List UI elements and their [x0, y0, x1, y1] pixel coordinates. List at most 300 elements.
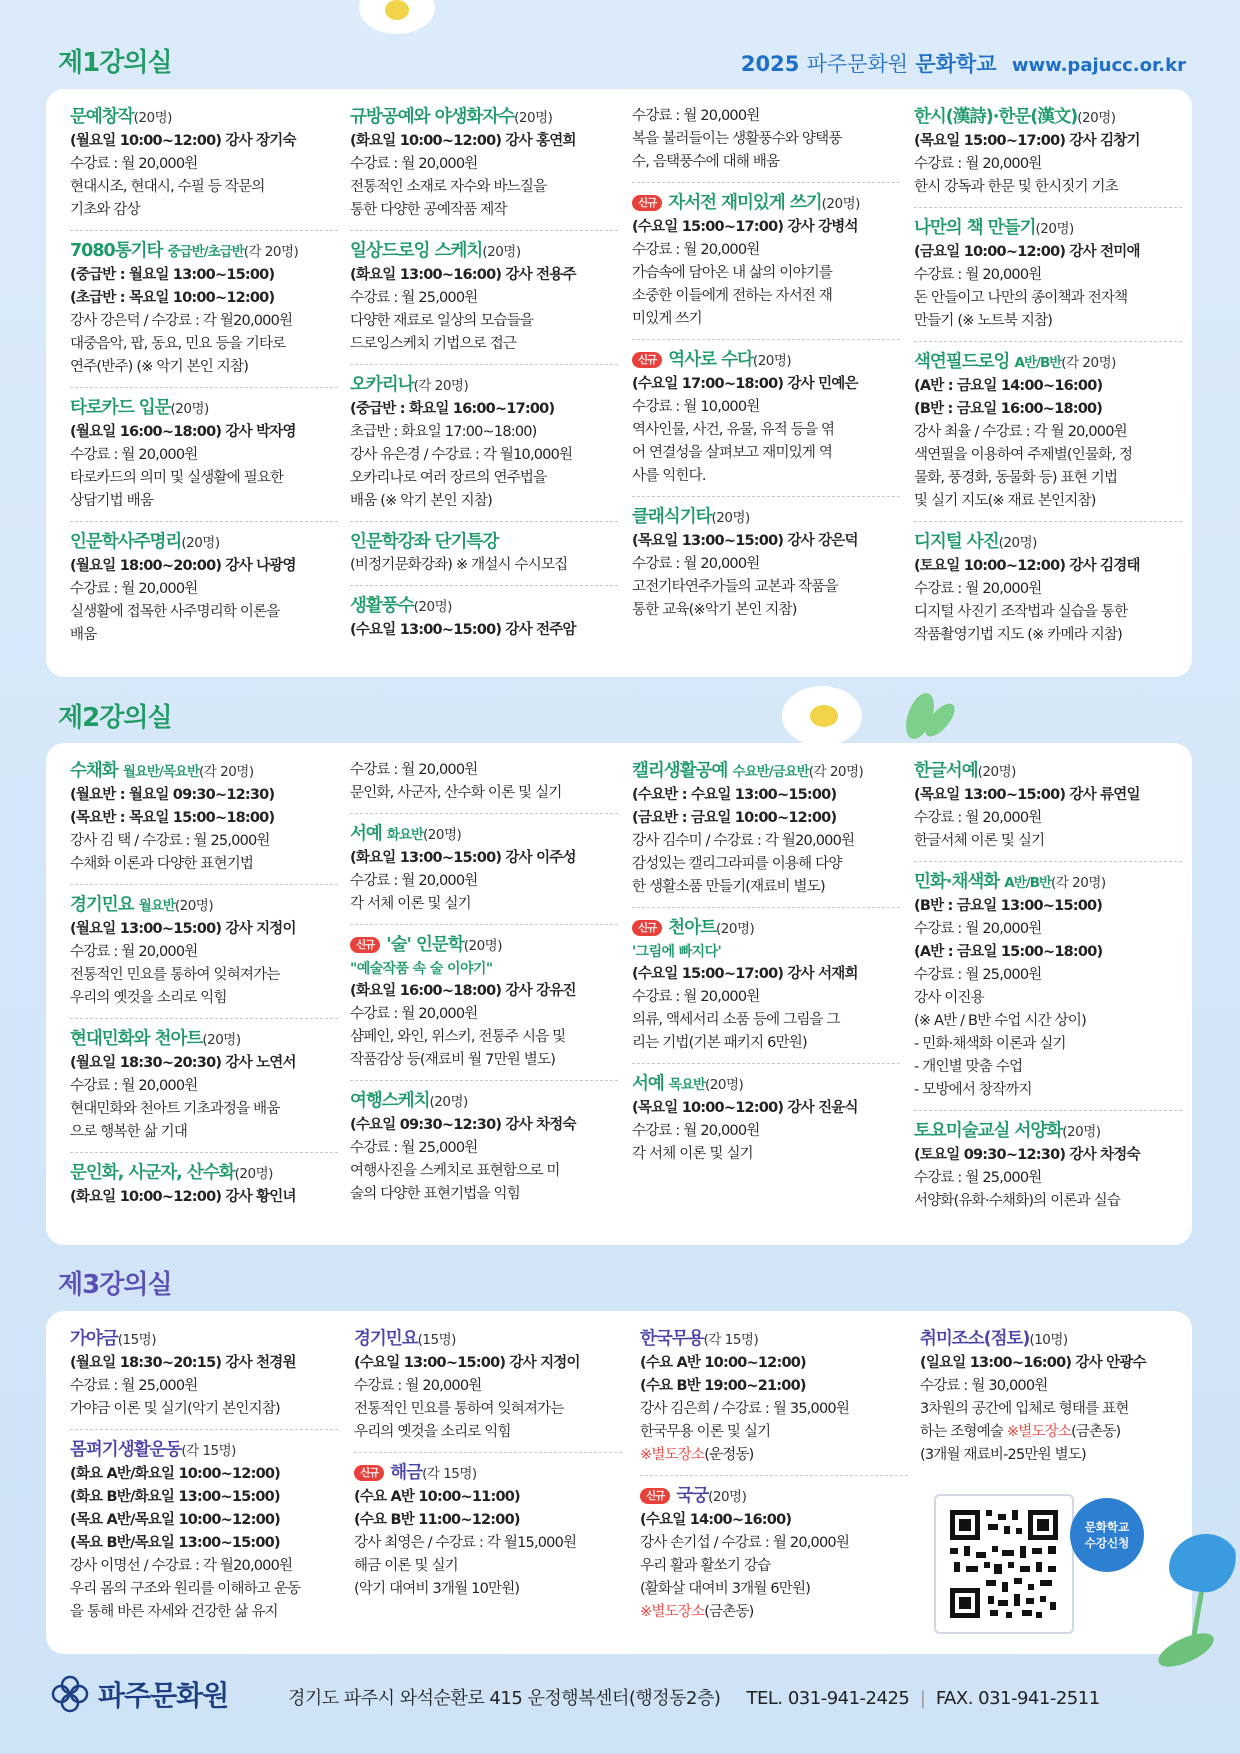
header-school: 문화학교: [915, 52, 997, 76]
room1-col1: [70, 105, 338, 663]
course-line: 강사 김은희 / 수강료 : 월 35,000원: [640, 1401, 850, 1417]
course-line: (화요 B반/화요일 13:00~15:00): [70, 1489, 280, 1505]
course-group: A반/B반: [1014, 355, 1062, 371]
course-name: 경기민요: [70, 895, 134, 915]
course-line: 역사인물, 사건, 유물, 유적 등을 엮: [632, 422, 835, 438]
course-line: (화요일 13:00~15:00) 강사 이주성: [350, 850, 576, 866]
course-name: 역사로 수다: [668, 350, 753, 370]
course-line: 디지털 사진기 조작법과 실습을 통한: [914, 604, 1128, 620]
course-subtitle: "예술작품 속 술 이야기": [350, 961, 493, 977]
new-badge: 신규: [632, 195, 662, 211]
course-entry: [914, 530, 1182, 655]
new-badge: 신규: [640, 1488, 670, 1504]
course-entry: [70, 1027, 338, 1153]
header-url[interactable]: www.pajucc.or.kr: [1011, 55, 1186, 76]
course-line: 가슴속에 담아온 내 삶의 이야기를: [632, 265, 833, 281]
course-line: 강사 김 택 / 수강료 : 월 25,000원: [70, 833, 270, 849]
course-line: (수요일 13:00~15:00) 강사 지정이: [354, 1355, 580, 1371]
header-org: 파주문화원: [806, 52, 909, 76]
course-line: 우리의 옛것을 소리로 익힘: [354, 1424, 511, 1440]
course-capacity: (15명): [417, 1332, 456, 1348]
course-entry: [914, 216, 1182, 342]
course-name: 현대민화와 천아트: [70, 1029, 203, 1049]
course-line: 리는 기법(기본 패키지 6만원): [632, 1035, 807, 1051]
course-line: (월요일 13:00~15:00) 강사 지정이: [70, 921, 296, 937]
footer-fax: FAX. 031-941-2511: [935, 1688, 1100, 1709]
course-line: 타로카드의 의미 및 실생활에 필요한: [70, 470, 284, 486]
course-line: (토요일 10:00~12:00) 강사 김경태: [914, 558, 1140, 574]
room1-title: 제1강의실: [58, 48, 172, 78]
course-name: 서예: [350, 824, 382, 844]
course-line: (목요일 15:00~17:00) 강사 김창기: [914, 133, 1140, 149]
course-capacity: (20명): [234, 1166, 273, 1182]
footer: [0, 1672, 1240, 1732]
course-line: 기초와 감상: [70, 202, 140, 218]
room2-col4: [914, 759, 1182, 1229]
course-line: 만들기 (※ 노트북 지참): [914, 313, 1053, 329]
course-line: (수요일 15:00~17:00) 강사 서재희: [632, 966, 858, 982]
course-line: 수강료 : 월 25,000원: [350, 1140, 478, 1156]
course-title: [914, 759, 1182, 784]
course-line: (목요반 : 목요일 15:00~18:00): [70, 810, 275, 826]
course-entry: [350, 530, 618, 586]
course-line: 미있게 쓰기: [632, 311, 702, 327]
course-line: 수강료 : 월 20,000원: [632, 108, 760, 124]
course-line: 실생활에 접목한 사주명리학 이론을: [70, 604, 280, 620]
separate-location: ※별도장소: [640, 1447, 705, 1463]
course-line: (목요 A반/목요일 10:00~12:00): [70, 1512, 280, 1528]
course-line: (토요일 09:30~12:30) 강사 차정숙: [914, 1147, 1140, 1163]
course-line: (월요일 18:30~20:15) 강사 천경원: [70, 1355, 296, 1371]
qr-signup-badge[interactable]: [1070, 1498, 1144, 1572]
course-name: '술' 인문학: [386, 935, 464, 955]
course-line: (활화살 대여비 3개월 6만원): [640, 1581, 811, 1597]
course-line: 상담기법 배움: [70, 493, 154, 509]
decorative-tulip: [1150, 1520, 1240, 1670]
course-capacity: (20명): [1077, 110, 1116, 126]
course-name: 민화·채색화: [914, 872, 1000, 892]
course-line: (화요 A반/화요일 10:00~12:00): [70, 1466, 280, 1482]
course-title: [914, 870, 1182, 895]
course-name: 규방공예와 야생화자수: [350, 107, 515, 127]
course-capacity: (20명): [202, 1032, 241, 1048]
course-line: 감성있는 캘리그라피를 이용해 다양: [632, 856, 842, 872]
course-capacity: (각 15명): [181, 1443, 236, 1459]
course-capacity: (20명): [752, 353, 792, 369]
course-line: 서양화(유화·수채화)의 이론과 실습: [914, 1193, 1121, 1209]
course-line: (월요반 : 월요일 09:30~12:30): [70, 787, 275, 803]
course-capacity: (20명): [711, 510, 750, 526]
course-entry: [350, 373, 618, 522]
course-entry: [640, 1484, 908, 1632]
course-line: 초급반 : 화요일 17:00~18:00): [350, 424, 537, 440]
course-group: A반/B반: [1004, 875, 1052, 891]
course-entry: [354, 1461, 622, 1609]
course-line: 한글서체 이론 및 실기: [914, 833, 1045, 849]
course-line: (중급반 : 화요일 16:00~17:00): [350, 401, 555, 417]
course-name: 한시(漢詩)·한문(漢文): [914, 107, 1078, 127]
course-entry: [70, 1161, 338, 1217]
course-line: (초급반 : 목요일 10:00~12:00): [70, 290, 275, 306]
course-line: 수강료 : 월 10,000원: [632, 399, 760, 415]
course-line: 전통적인 민요를 통하여 잊혀져가는: [70, 967, 280, 983]
course-name: 인문학사주명리: [70, 532, 182, 552]
course-title: [914, 105, 1182, 130]
course-name: 인문학강좌 단기특강: [350, 532, 499, 552]
course-line: (월요일 10:00~12:00) 강사 장기숙: [70, 133, 296, 149]
course-line: 강사 최율 / 수강료 : 각 월 20,000원: [914, 424, 1127, 440]
course-entry: [354, 1327, 622, 1453]
course-line: 고전기타연주가들의 교본과 작품을: [632, 579, 838, 595]
course-entry: [914, 105, 1182, 208]
course-line: 전통적인 민요를 통하여 잊혀져가는: [354, 1401, 564, 1417]
course-capacity: (각 20명): [808, 764, 864, 780]
course-line: 수강료 : 월 30,000원: [920, 1378, 1048, 1394]
course-line: 수강료 : 월 25,000원: [914, 1170, 1042, 1186]
course-title: [70, 1327, 338, 1352]
footer-tel[interactable]: TEL. 031-941-2425: [746, 1688, 910, 1709]
course-line: 복을 불러들이는 생활풍수와 양택풍: [632, 131, 842, 147]
room2-title: 제2강의실: [58, 703, 172, 733]
footer-logo-name: 파주문화원: [98, 1679, 229, 1712]
course-name: 서예: [632, 1074, 664, 1094]
course-entry: [70, 239, 338, 388]
course-capacity: (각 20명): [413, 378, 469, 394]
course-location: [640, 1601, 908, 1624]
course-title: [914, 350, 1182, 375]
room3-title: 제3강의실: [58, 1270, 172, 1300]
course-line: 배움: [70, 627, 97, 643]
course-capacity: (20명): [482, 244, 521, 260]
course-capacity: (20명): [716, 921, 755, 937]
course-line: (화요일 16:00~18:00) 강사 강유진: [350, 983, 576, 999]
course-entry: [350, 1089, 618, 1214]
course-title: [70, 396, 338, 421]
course-name: 여행스케치: [350, 1091, 430, 1111]
course-name: 토요미술교실 서양화: [914, 1121, 1063, 1141]
course-entry: [632, 916, 900, 1064]
course-line: (수요일 14:00~16:00): [640, 1512, 792, 1528]
course-line: 배움 (※ 악기 본인 지참): [350, 493, 492, 509]
course-capacity: (20명): [514, 110, 553, 126]
course-name: 수채화: [70, 761, 118, 781]
new-badge: 신규: [354, 1465, 384, 1481]
course-entry: [70, 105, 338, 231]
course-title: [70, 239, 338, 264]
footer-logo: [50, 1674, 228, 1714]
course-name: 문인화, 사군자, 산수화: [70, 1163, 235, 1183]
course-capacity: (20명): [821, 196, 860, 212]
course-title: [920, 1327, 1188, 1352]
room1-col2: [350, 105, 618, 658]
course-entry: [350, 594, 618, 650]
course-location: [920, 1421, 1188, 1444]
course-title: [632, 759, 900, 784]
course-title: [914, 216, 1182, 241]
course-capacity: (20명): [977, 764, 1016, 780]
course-capacity: (10명): [1029, 1332, 1068, 1348]
course-capacity: (20명): [1062, 1124, 1101, 1140]
separate-location: ※별도장소: [1006, 1424, 1072, 1440]
course-title: [350, 530, 618, 554]
course-line: (3개월 재료비-25만원 별도): [920, 1447, 1086, 1463]
room3-col3: [640, 1327, 908, 1640]
course-name: 국궁: [676, 1486, 709, 1506]
course-title: [70, 530, 338, 555]
course-capacity: (20명): [174, 898, 214, 914]
course-line: 통한 교육(※악기 본인 지참): [632, 602, 797, 618]
course-entry: [350, 822, 618, 925]
course-title: [914, 530, 1182, 555]
course-title: [350, 933, 618, 958]
course-entry: [914, 350, 1182, 522]
course-line: 각 서체 이론 및 실기: [632, 1146, 753, 1162]
course-entry: [632, 191, 900, 340]
course-line: (B반 : 금요일 16:00~18:00): [914, 401, 1103, 417]
course-title: [70, 1027, 338, 1052]
course-line: 통한 다양한 공예작품 제작: [350, 202, 507, 218]
course-line: 수강료 : 월 20,000원: [70, 944, 198, 960]
course-name: 생활풍수: [350, 596, 414, 616]
course-line: (수요 A반 10:00~12:00): [640, 1355, 806, 1371]
course-capacity: (각 20명): [243, 244, 299, 260]
course-entry: [70, 396, 338, 522]
course-line: 수강료 : 월 25,000원: [350, 290, 478, 306]
course-line: 수강료 : 월 20,000원: [350, 156, 478, 172]
course-line: 샴페인, 와인, 위스키, 전통주 시음 및: [350, 1029, 566, 1045]
course-title: [70, 759, 338, 784]
course-line: 수강료 : 월 20,000원: [632, 556, 760, 572]
room3-col2: [354, 1327, 622, 1617]
course-line: 수강료 : 월 20,000원: [914, 810, 1042, 826]
room1-col3: [632, 105, 900, 638]
course-line: 문인화, 사군자, 산수화 이론 및 실기: [350, 785, 562, 801]
qr-badge-line1: 문화학교: [1084, 1520, 1130, 1534]
course-capacity: (15명): [117, 1332, 156, 1348]
course-line: (수요 B반 19:00~21:00): [640, 1378, 806, 1394]
course-line: (수요일 15:00~17:00) 강사 강병석: [632, 219, 858, 235]
course-line: 을 통해 바른 자세와 건강한 삶 유지: [70, 1604, 278, 1620]
course-capacity: (각 15명): [422, 1466, 477, 1482]
course-capacity: (20명): [1035, 221, 1074, 237]
course-name: 타로카드 입문: [70, 398, 171, 418]
course-capacity: (20명): [463, 938, 502, 954]
course-title: [640, 1484, 908, 1509]
course-capacity: (20명): [181, 535, 220, 551]
course-group: 화요반: [386, 827, 424, 843]
qr-code[interactable]: [934, 1494, 1074, 1634]
course-line: 수강료 : 월 20,000원: [632, 989, 760, 1005]
course-line: 우리의 옛것을 소리로 익힘: [70, 990, 227, 1006]
course-line: 수강료 : 월 20,000원: [70, 156, 198, 172]
course-name: 해금: [390, 1463, 423, 1483]
course-line: 강사 유은경 / 수강료 : 각 월10,000원: [350, 447, 573, 463]
course-line: (월요일 16:00~18:00) 강사 박자영: [70, 424, 296, 440]
course-line: 수, 음택풍수에 대해 배움: [632, 154, 780, 170]
course-line: 한국무용 이론 및 실기: [640, 1424, 771, 1440]
header-year: 2025: [740, 52, 800, 76]
footer-address-line: 경기도 파주시 와석순환로 415 운정행복센터(행정동2층) TEL. 031-941-2425 | FAX. 031-941-2511: [288, 1688, 1100, 1709]
course-line: 물화, 풍경화, 동물화 등) 표현 기법: [914, 470, 1118, 486]
course-line: 수강료 : 월 20,000원: [70, 1078, 198, 1094]
course-name: 문예창작: [70, 107, 134, 127]
course-group: 중급반/초급반: [167, 244, 244, 260]
course-line: 수강료 : 월 20,000원: [350, 762, 478, 778]
course-line: 한 생활소품 만들기(재료비 별도): [632, 879, 825, 895]
course-line: (목요일 13:00~15:00) 강사 류연일: [914, 787, 1140, 803]
course-line: - 모방에서 창작까지: [914, 1082, 1032, 1098]
course-title: [350, 373, 618, 398]
course-line: 색연필을 이용하여 주제별(인물화, 정: [914, 447, 1133, 463]
course-line: 오카리나로 여러 장르의 연주법을: [350, 470, 547, 486]
course-line: (화요일 10:00~12:00) 강사 홍연희: [350, 133, 576, 149]
course-name: 색연필드로잉: [914, 352, 1010, 372]
new-badge: 신규: [632, 352, 662, 368]
course-capacity: (각 20명): [1061, 355, 1116, 371]
course-group: 월요반: [138, 898, 175, 914]
course-entry: [914, 870, 1182, 1111]
course-line: (수요일 09:30~12:30) 강사 차정숙: [350, 1117, 576, 1133]
course-name: 천아트: [668, 918, 717, 938]
course-line: (수요반 : 수요일 13:00~15:00): [632, 787, 837, 803]
course-entry: [70, 530, 338, 655]
course-line: 수강료 : 월 20,000원: [914, 267, 1042, 283]
course-line: 수강료 : 월 20,000원: [354, 1378, 482, 1394]
course-line: 으로 행복한 삶 기대: [70, 1124, 188, 1140]
course-line: 우리 활과 활쏘기 강습: [640, 1558, 771, 1574]
decorative-flower-leaves: [770, 676, 970, 746]
course-line: - 개인별 맞춤 수업: [914, 1059, 1023, 1075]
course-entry: [914, 1119, 1182, 1221]
room2-panel: [46, 743, 1192, 1245]
course-line: 어 연결성을 살펴보고 재미있게 역: [632, 445, 833, 461]
course-line: - 민화·채색화 이론과 실기: [914, 1036, 1066, 1052]
course-name: 한글서예: [914, 761, 978, 781]
course-name: 클래식기타: [632, 507, 712, 527]
course-line: 드로잉스케치 기법으로 접근: [350, 336, 517, 352]
course-line: 우리 몸의 구조와 원리를 이해하고 운동: [70, 1581, 301, 1597]
course-line: 수강료 : 월 20,000원: [914, 581, 1042, 597]
course-line: 강사 이명선 / 수강료 : 각 월20,000원: [70, 1558, 293, 1574]
course-line: 다양한 재료로 일상의 모습들을: [350, 313, 534, 329]
course-line-tail: 하는 조형예술: [920, 1424, 1007, 1440]
course-line: (B반 : 금요일 13:00~15:00): [914, 898, 1103, 914]
course-line: 수강료 : 월 20,000원: [914, 921, 1042, 937]
location-name: (운정동): [704, 1447, 754, 1463]
course-title: [350, 822, 618, 847]
course-capacity: (20명): [998, 535, 1037, 551]
room3-col4: [920, 1327, 1188, 1483]
course-line: (수요 A반 10:00~11:00): [354, 1489, 520, 1505]
course-line: 수채화 이론과 다양한 표현기법: [70, 856, 254, 872]
course-entry: [70, 1327, 338, 1430]
room1-col4: [914, 105, 1182, 663]
header-brand: [741, 48, 1186, 78]
course-line: 수강료 : 월 20,000원: [350, 1006, 478, 1022]
course-line: 여행사진을 스케치로 표현함으로 미: [350, 1163, 560, 1179]
course-title: [350, 1089, 618, 1114]
room3-col1: [70, 1327, 338, 1640]
course-capacity: (20명): [170, 401, 209, 417]
footer-address: 경기도 파주시 와석순환로 415 운정행복센터(행정동2층): [288, 1688, 721, 1709]
course-line: 해금 이론 및 실기: [354, 1558, 458, 1574]
course-line: (목요일 13:00~15:00) 강사 강은덕: [632, 533, 858, 549]
course-line: (금요반 : 금요일 10:00~12:00): [632, 810, 837, 826]
course-entry: [632, 505, 900, 630]
course-line: (일요일 13:00~16:00) 강사 안광수: [920, 1355, 1146, 1371]
course-line: 강사 이진용: [914, 990, 984, 1006]
paju-logo-icon: [50, 1674, 90, 1714]
course-line: (※ A반 / B반 수업 시간 상이): [914, 1013, 1086, 1029]
course-name: 나만의 책 만들기: [914, 218, 1036, 238]
course-entry: [632, 105, 900, 183]
course-entry: [70, 893, 338, 1019]
course-line: 술의 다양한 표현기법을 익힘: [350, 1186, 520, 1202]
course-line: (악기 대여비 3개월 10만원): [354, 1581, 520, 1597]
course-line: 각 서체 이론 및 실기: [350, 896, 471, 912]
course-line: 현대민화와 천아트 기초과정을 배움: [70, 1101, 280, 1117]
course-title: [632, 348, 900, 373]
course-name: 일상드로잉 스케치: [350, 241, 483, 261]
location-name: (금촌동): [704, 1604, 754, 1620]
course-entry: [350, 105, 618, 231]
course-line: 현대시조, 현대시, 수필 등 작문의: [70, 179, 265, 195]
course-line: 수강료 : 월 20,000원: [350, 873, 478, 889]
course-line: 수강료 : 월 25,000원: [70, 1378, 198, 1394]
course-title: [70, 1161, 338, 1186]
course-title: [354, 1461, 622, 1486]
separate-location: ※별도장소: [640, 1604, 705, 1620]
course-line: (A반 : 금요일 15:00~18:00): [914, 944, 1103, 960]
course-line: 작품촬영기법 지도 (※ 카메라 지참): [914, 627, 1122, 643]
course-title: [640, 1327, 908, 1352]
course-name: 오카리나: [350, 375, 414, 395]
course-line: 한시 강독과 한문 및 한시짓기 기초: [914, 179, 1118, 195]
course-capacity: (20명): [705, 1077, 744, 1093]
course-title: [70, 893, 338, 918]
course-line: 수강료 : 월 20,000원: [70, 447, 198, 463]
course-group: 수요반/금요반: [732, 764, 809, 780]
course-line: 사를 익힌다.: [632, 468, 706, 484]
course-entry: [350, 933, 618, 1081]
course-entry: [350, 239, 618, 365]
qr-code-image: [936, 1496, 1072, 1632]
course-line: (수요일 17:00~18:00) 강사 민예은: [632, 376, 858, 392]
course-title: [70, 1438, 338, 1463]
room2-col3: [632, 759, 900, 1182]
course-name: 가야금: [70, 1329, 118, 1349]
course-group: 월요반/목요반: [122, 764, 199, 780]
course-capacity: (20명): [413, 599, 452, 615]
course-line: 전통적인 소재로 자수와 바느질을: [350, 179, 547, 195]
course-entry: [920, 1327, 1188, 1475]
course-capacity: (각 20명): [1051, 875, 1106, 891]
course-location: [640, 1444, 908, 1467]
course-line: 연주(반주) (※ 악기 본인 지참): [70, 359, 249, 375]
course-title: [350, 594, 618, 619]
course-title: [632, 916, 900, 941]
course-line: (월요일 18:30~20:30) 강사 노연서: [70, 1055, 296, 1071]
course-line: (중급반 : 월요일 13:00~15:00): [70, 267, 275, 283]
course-line: (목요 B반/목요일 13:00~15:00): [70, 1535, 280, 1551]
course-line: 수강료 : 월 25,000원: [914, 967, 1042, 983]
course-line: (수요일 13:00~15:00) 강사 전주암: [350, 622, 576, 638]
course-name: 한국무용: [640, 1329, 704, 1349]
course-title: [354, 1327, 622, 1352]
course-line: (월요일 18:00~20:00) 강사 나광영: [70, 558, 296, 574]
course-entry: [70, 759, 338, 885]
course-name: 몸펴기생활운동: [70, 1440, 182, 1460]
